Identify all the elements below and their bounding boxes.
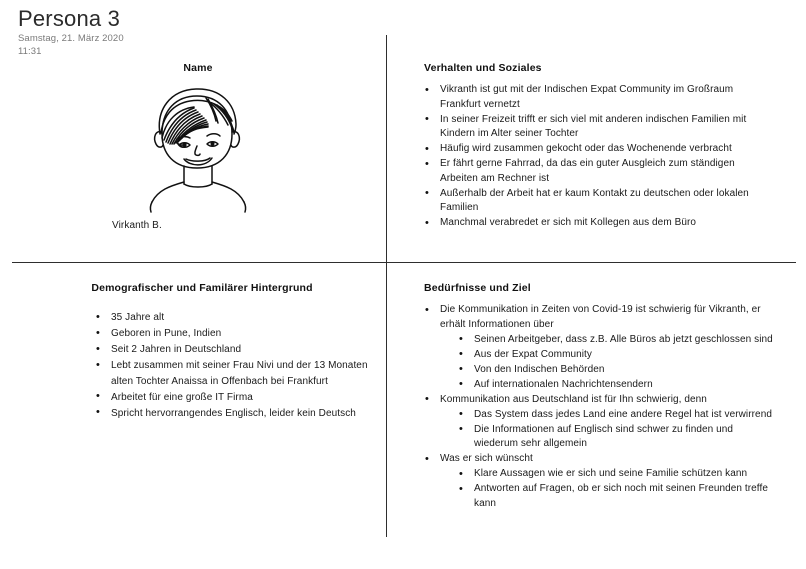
list-item-text: Klare Aussagen wie er sich und seine Familie schützen kann [474,468,748,479]
page-title: Persona 3 [18,6,121,31]
list-item-text: Manchmal verabredet er sich mit Kollegen aus dem Büro [440,217,697,228]
list-item [458,363,774,378]
quadrant-needs-goals [400,272,806,569]
nested-list [458,333,774,393]
list-item-text: Das System dass jedes Land eine andere Regel hat ist verwirrend [474,408,772,420]
nested-list [458,408,774,452]
list-item [458,482,774,511]
list-item-text: Aus der Expat Community [474,348,592,360]
list-item-text: Antworten auf Fragen, ob er sich noch mit seinen Freunden treffe kann [474,483,768,509]
list-item-text: Außerhalb der Arbeit hat er kaum Kontakt zu deutschen oder lokalen Familien [440,187,749,213]
list-item [424,83,764,112]
list-item [95,326,375,342]
list-item-text: Von den Indischen Behörden [474,363,605,375]
list-item [424,157,764,186]
list-item-text: Seinen Arbeitgeber, dass z.B. Alle Büros ab jetzt geschlossen sind [474,333,773,345]
list-item-text: Spricht hervorrangendes Englisch, leider kein Deutsch [111,407,356,419]
list-item [458,378,774,393]
section-heading-behaviour-social: Verhalten und Soziales [424,62,542,74]
list-item-text: In seiner Freizeit trifft er sich viel mit anderen indischen Familien mit Kindern im Alter seiner Tochter [440,113,747,139]
list-item [458,423,774,452]
section-heading-demographic-background: Demografischer und Familärer Hintergrund [91,282,313,294]
section-heading-name: Name [183,62,213,74]
list-item-text: Kommunikation aus Deutschland ist für Ihn schwierig, denn [440,393,707,405]
list-item-text: Die Kommunikation in Zeiten von Covid-19 ist schwierig für Vikranth, er erhält Informationen über [440,304,761,330]
list-item-text: Arbeitet für eine große IT Firma [111,391,253,403]
document-time: 11:31 [18,46,42,58]
list-item-text: 35 Jahre alt [111,312,165,323]
list-item-text: Geboren in Pune, Indien [111,328,222,339]
list-item [424,303,774,392]
list-item-text: Häufig wird zusammen gekocht oder das Wochenende verbracht [440,143,732,154]
page-header [18,6,378,59]
list-item [95,406,375,422]
list-item [424,216,764,231]
list-item-text: Die Informationen auf Englisch sind schwer zu finden und wiederum sehr allgemein [474,423,734,449]
list-item-text: Lebt zusammen mit seiner Frau Nivi und der 13 Monaten alten Tochter Anaissa in Offenbach bei Frankfurt [111,360,368,387]
list-item-text: Er fährt gerne Fahrrad, da das ein guter Ausgleich zum ständigen Arbeiten am Rechner ist [440,158,735,184]
quadrant-behaviour-social [400,56,806,262]
list-item [424,142,764,157]
behaviour-social-list [424,83,764,231]
list-item [458,333,774,348]
nested-list [458,467,774,511]
demographic-background-list [95,310,375,421]
list-item [424,187,764,216]
list-item [424,113,764,142]
list-item [424,393,774,452]
list-item [95,310,375,326]
needs-goals-list [424,303,774,511]
list-item [458,348,774,363]
persona-name: Virkanth B. [112,220,162,231]
list-item [458,408,774,423]
quadrant-name [0,56,386,262]
list-item-text: Seit 2 Jahren in Deutschland [111,344,242,355]
list-item-text: Vikranth ist gut mit der Indischen Expat Community im Großraum Frankfurt vernetzt [440,84,734,110]
section-heading-needs-goals: Bedürfnisse und Ziel [424,282,531,294]
list-item [424,452,774,511]
list-item [95,358,375,389]
quadrant-demographic-background [0,272,386,569]
list-item [95,390,375,406]
document-date: Samstag, 21. März 2020 [18,33,124,45]
persona-portrait-illustration [0,76,386,216]
list-item-text: Was er sich wünscht [440,453,533,464]
list-item [95,342,375,358]
horizontal-divider [12,262,796,263]
vertical-divider [386,35,387,537]
list-item-text: Auf internationalen Nachrichtensendern [474,378,653,390]
list-item [458,467,774,482]
